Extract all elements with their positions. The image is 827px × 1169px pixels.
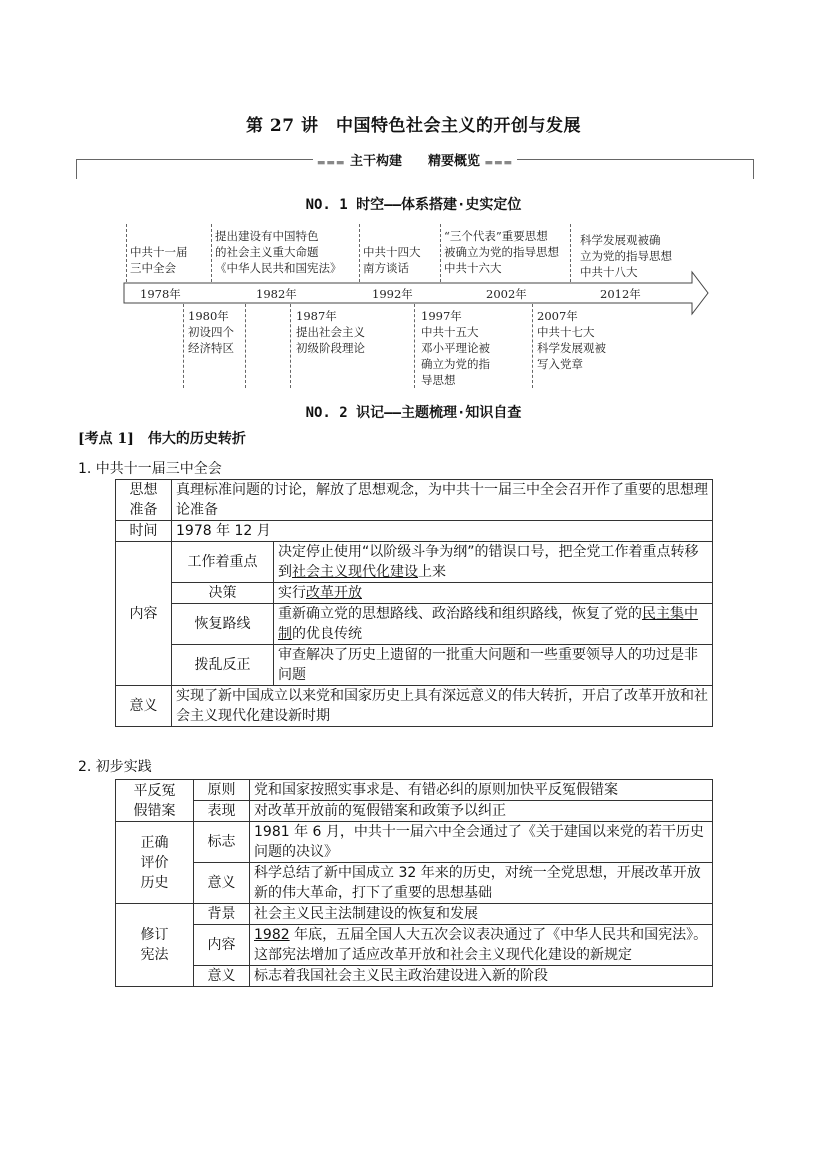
table-row — [116, 801, 713, 822]
row-text: 科学总结了新中国成立 32 年来的历史，对统一全党思想，开展改革开放新的伟大革命，打下了重要的思想基础 — [250, 863, 713, 904]
table-row — [116, 863, 713, 904]
timeline-event-below: 1997年 中共十五大 邓小平理论被 确立为党的指 导思想 — [421, 309, 490, 387]
table-row — [116, 925, 713, 966]
row-text: 1981 年 6 月，中共十一届六中全会通过了《关于建国以来党的若干历史问题的决议》 — [250, 822, 713, 863]
table-row — [116, 480, 713, 521]
table-plenum — [115, 479, 713, 727]
year-label: 2012年 — [600, 287, 641, 301]
group-label: 平反冤 假错案 — [116, 780, 194, 822]
sub-label: 意义 — [194, 863, 250, 904]
sub-label: 内容 — [194, 925, 250, 966]
timeline-event-above: “三个代表”重要思想 被确立为党的指导思想 中共十六大 — [444, 229, 559, 275]
subheading-1: 1. 中共十一届三中全会 — [78, 461, 222, 477]
row-text: 对改革开放前的冤假错案和政策予以纠正 — [250, 801, 713, 822]
timeline-event-below: 1980年 初设四个 经济特区 — [188, 309, 234, 355]
row-label: 内容 — [116, 542, 172, 686]
sub-label: 原则 — [194, 780, 250, 801]
year-label: 1992年 — [372, 287, 413, 301]
table-practice — [115, 779, 713, 987]
group-label: 正确 评价 历史 — [116, 822, 194, 904]
table-row — [116, 780, 713, 801]
sub-label: 背景 — [194, 904, 250, 925]
year-label: 1982年 — [256, 287, 297, 301]
group-label: 修订 宪法 — [116, 904, 194, 987]
sub-label: 意义 — [194, 966, 250, 987]
table-row — [116, 542, 713, 583]
row-text: 标志着我国社会主义民主政治建设进入新的阶段 — [250, 966, 713, 987]
sub-label: 拨乱反正 — [172, 645, 274, 686]
timeline-event-above: 中共十一届 三中全会 — [130, 245, 188, 275]
kaodian-heading: [考点 1] 伟大的历史转折 — [78, 431, 246, 447]
sub-label: 表现 — [194, 801, 250, 822]
row-text: 1982 年底，五届全国人大五次会议表决通过了《中华人民共和国宪法》。这部宪法增加了适应改革开放和社会主义现代化建设的新规定 — [250, 925, 713, 966]
table-row — [116, 604, 713, 645]
row-text: 审查解决了历史上遗留的一批重大问题和一些重要领导人的功过是非问题 — [274, 645, 713, 686]
row-text: 决定停止使用“以阶级斗争为纲”的错误口号，把全党工作着重点转移到社会主义现代化建设上来 — [274, 542, 713, 583]
row-text: 党和国家按照实事求是、有错必纠的原则加快平反冤假错案 — [250, 780, 713, 801]
banner-left: 主干构建 — [349, 154, 402, 169]
timeline-event-below: 2007年 中共十七大 科学发展观被 写入党章 — [537, 309, 606, 371]
section-banner: ▬▬▬ 主干构建 精要概览 ▬▬▬ — [76, 156, 754, 180]
timeline — [0, 0, 827, 400]
table-row — [116, 822, 713, 863]
row-text: 实现了新中国成立以来党和国家历史上具有深远意义的伟大转折，开启了改革开放和社会主义现代化建设新时期 — [172, 686, 713, 727]
table-row — [116, 645, 713, 686]
timeline-event-above: 科学发展观被确 立为党的指导思想 中共十八大 — [580, 233, 672, 279]
sub-label: 恢复路线 — [172, 604, 274, 645]
table-row — [116, 904, 713, 925]
timeline-event-below: 1987年 提出社会主义 初级阶段理论 — [296, 309, 365, 355]
table-row — [116, 583, 713, 604]
row-text: 真理标准问题的讨论，解放了思想观念，为中共十一届三中全会召开作了重要的思想理论准备 — [172, 480, 713, 521]
year-label: 2002年 — [486, 287, 527, 301]
sub-label: 工作着重点 — [172, 542, 274, 583]
row-text: 社会主义民主法制建设的恢复和发展 — [250, 904, 713, 925]
sub-label: 决策 — [172, 583, 274, 604]
row-label: 思想 准备 — [116, 480, 172, 521]
sub-label: 标志 — [194, 822, 250, 863]
banner-right: 精要概览 — [428, 154, 481, 169]
row-label: 时间 — [116, 521, 172, 542]
subheading-2: 2. 初步实践 — [78, 759, 152, 775]
timeline-event-above: 中共十四大 南方谈话 — [363, 245, 421, 275]
row-text: 实行改革开放 — [274, 583, 713, 604]
row-text: 1978 年 12 月 — [172, 521, 713, 542]
row-text: 重新确立党的思想路线、政治路线和组织路线，恢复了党的民主集中制的优良传统 — [274, 604, 713, 645]
row-label: 意义 — [116, 686, 172, 727]
year-label: 1978年 — [140, 287, 181, 301]
section-heading-2: NO. 2 识记——主题梳理·知识自查 — [305, 405, 522, 421]
table-row — [116, 521, 713, 542]
timeline-event-above: 提出建设有中国特色 的社会主义重大命题 《中华人民共和国宪法》 — [215, 229, 342, 275]
table-row — [116, 966, 713, 987]
section-heading-1: NO. 1 时空——体系搭建·史实定位 — [305, 197, 522, 213]
table-row — [116, 686, 713, 727]
page-title: 第 27 讲 中国特色社会主义的开创与发展 — [246, 116, 581, 136]
